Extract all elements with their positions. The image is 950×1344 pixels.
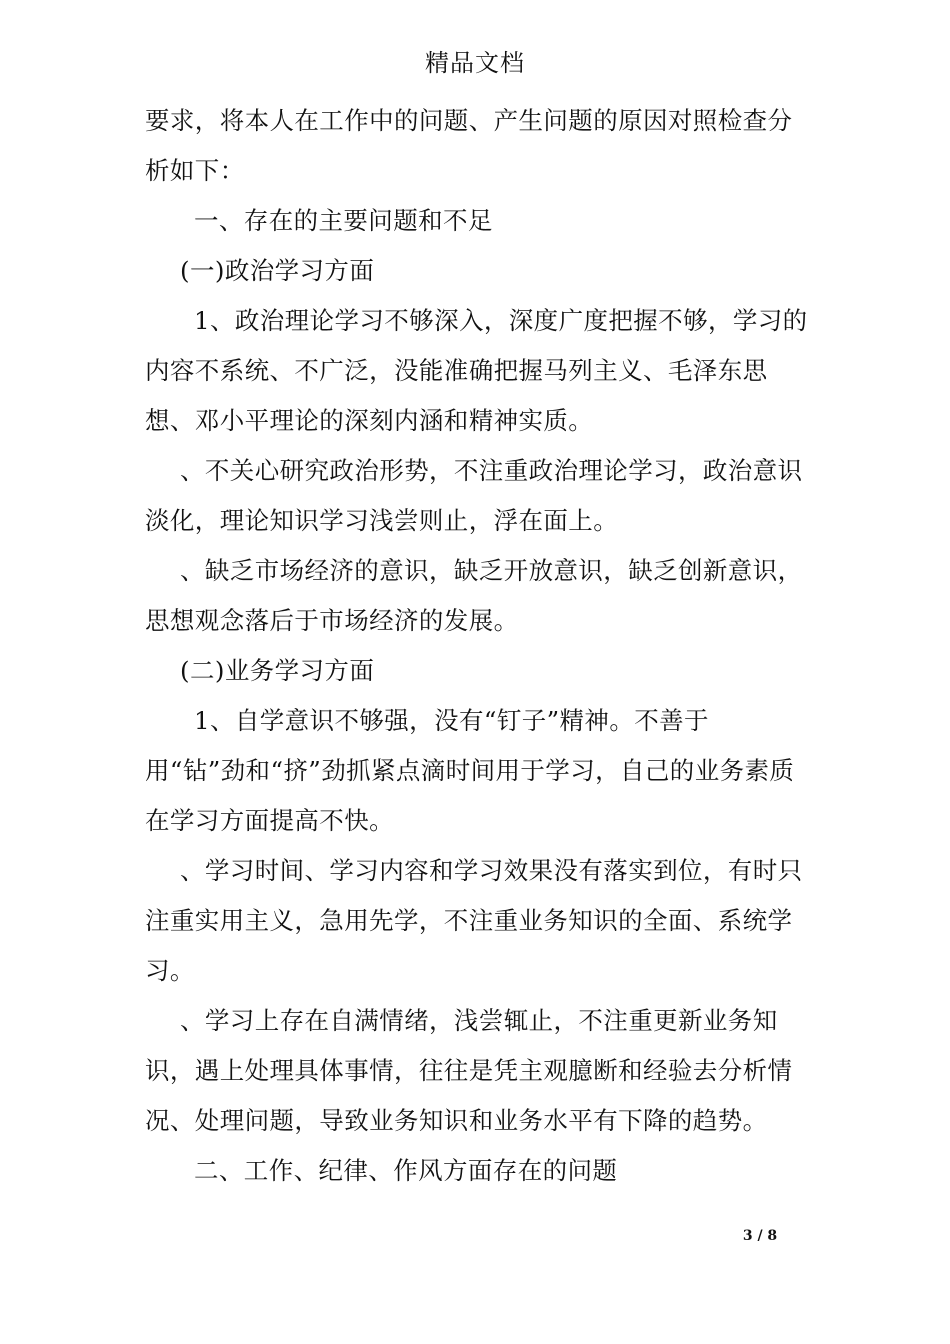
- subsection-heading-political-study: (一)政治学习方面: [180, 256, 375, 285]
- page-number: 3 / 8: [742, 1228, 778, 1244]
- section-heading-work-discipline: 二、工作、纪律、作风方面存在的问题: [194, 1156, 618, 1185]
- paragraph-intro-continuation: 要求，将本人在工作中的问题、产生问题的原因对照检查分析如下：: [145, 106, 793, 185]
- paragraph-political-item-1: 1、政治理论学习不够深入，深度广度把握不够，学习的内容不系统、不广泛，没能准确把握马列主义、毛泽东思想、邓小平理论的深刻内涵和精神实质。: [145, 306, 808, 435]
- paragraph-business-item-2: 、学习时间、学习内容和学习效果没有落实到位，有时只注重实用主义，急用先学，不注重业务知识的全面、系统学习。: [145, 856, 803, 985]
- paragraph-business-item-3: 、学习上存在自满情绪，浅尝辄止，不注重更新业务知识，遇上处理具体事情，往往是凭主观臆断和经验去分析情况、处理问题，导致业务知识和业务水平有下降的趋势。: [145, 1006, 793, 1135]
- document-body: [145, 96, 809, 1196]
- section-heading-problems: 一、存在的主要问题和不足: [194, 206, 493, 235]
- paragraph-political-item-2: 、不关心研究政治形势，不注重政治理论学习，政治意识淡化，理论知识学习浅尝则止，浮在面上。: [145, 456, 803, 535]
- paragraph-business-item-1: 1、自学意识不够强，没有“钉子”精神。不善于用“钻”劲和“挤”劲抓紧点滴时间用于学习，自己的业务素质在学习方面提高不快。: [145, 706, 795, 835]
- page-header-title: 精品文档: [425, 49, 525, 77]
- paragraph-political-item-3: 、缺乏市场经济的意识，缺乏开放意识，缺乏创新意识，思想观念落后于市场经济的发展。: [145, 556, 803, 635]
- subsection-heading-business-study: (二)业务学习方面: [180, 656, 375, 685]
